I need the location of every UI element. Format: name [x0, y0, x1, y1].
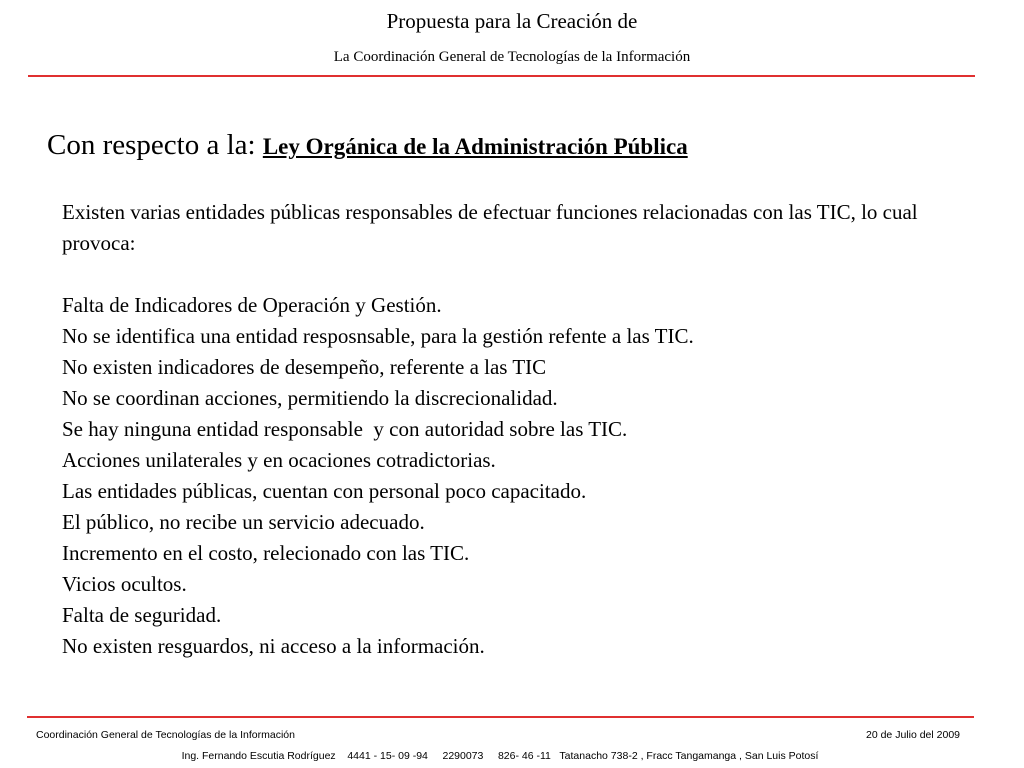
footer-contact: Ing. Fernando Escutia Rodríguez 4441 - 15- 09 -94 2290073 826- 46 -11 Tatanacho 738-2 , Fracc Tangamanga , San Luis Potosí: [181, 750, 819, 762]
problem-item: El público, no recibe un servicio adecuado.: [62, 510, 425, 534]
body-content: [62, 197, 962, 662]
problem-list: [62, 290, 962, 662]
problem-item: Se hay ninguna entidad responsable y con autoridad sobre las TIC.: [62, 417, 628, 441]
problem-item: Falta de Indicadores de Operación y Gestión.: [62, 293, 442, 317]
document-title: Propuesta para la Creación de: [386, 9, 638, 33]
problem-item: No se identifica una entidad resposnsable, para la gestión refente a las TIC.: [62, 324, 694, 348]
header-divider: [28, 75, 975, 77]
problem-item: Las entidades públicas, cuentan con personal poco capacitado.: [62, 479, 587, 503]
problem-item: Vicios ocultos.: [62, 572, 187, 596]
section-heading-prefix: Con respecto a la:: [47, 129, 256, 161]
document-subtitle: La Coordinación General de Tecnologías de la Información: [333, 49, 691, 65]
intro-paragraph: Existen varias entidades públicas responsables de efectuar funciones relacionadas con las TIC, lo cual provoca:: [62, 200, 918, 255]
problem-item: Falta de seguridad.: [62, 603, 222, 627]
problem-item: Incremento en el costo, relecionado con las TIC.: [62, 541, 470, 565]
problem-item: No se coordinan acciones, permitiendo la discrecionalidad.: [62, 386, 558, 410]
footer-date: 20 de Julio del 2009: [866, 729, 960, 741]
footer-divider: [27, 716, 974, 718]
section-heading: [47, 127, 688, 165]
problem-item: Acciones unilaterales y en ocaciones cotradictorias.: [62, 448, 496, 472]
footer-organization: Coordinación General de Tecnologías de la Información: [36, 729, 295, 741]
problem-item: No existen resguardos, ni acceso a la información.: [62, 634, 485, 658]
problem-item: No existen indicadores de desempeño, referente a las TIC: [62, 355, 547, 379]
law-name: Ley Orgánica de la Administración Pública: [262, 134, 688, 159]
